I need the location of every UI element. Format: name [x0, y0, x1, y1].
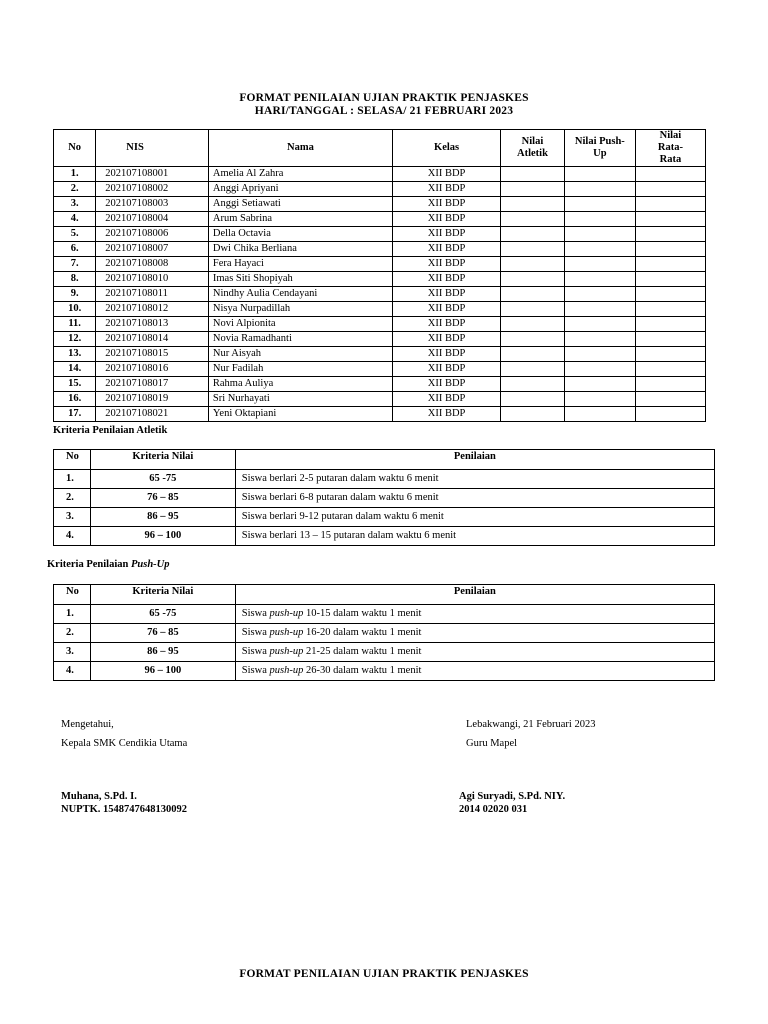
score-pushup-cell — [564, 392, 635, 407]
pushup-desc-pre: Siswa — [241, 665, 270, 676]
student-class: XII BDP — [393, 197, 501, 212]
student-nis: 202107108012 — [96, 302, 209, 317]
pushup-desc-em: push-up — [269, 608, 304, 619]
student-class: XII BDP — [393, 182, 501, 197]
student-name: Novi Alpionita — [208, 317, 392, 332]
student-no: 9. — [54, 287, 96, 302]
pushup-row — [54, 605, 715, 624]
pushup-row-nilai: 65 -75 — [90, 605, 235, 624]
pushup-desc-pre: Siswa — [241, 627, 270, 638]
score-average-cell — [635, 227, 705, 242]
score-average-cell — [635, 392, 705, 407]
column-header-nama: Nama — [208, 130, 392, 167]
student-name: Amelia Al Zahra — [208, 167, 392, 182]
atletik-row-no: 4. — [54, 527, 91, 546]
score-pushup-cell — [564, 212, 635, 227]
pushup-row-nilai: 86 – 95 — [90, 643, 235, 662]
student-nis: 202107108002 — [96, 182, 209, 197]
score-atletik-cell — [501, 197, 565, 212]
pushup-criteria-table — [53, 584, 715, 681]
student-row — [54, 257, 706, 272]
student-no: 15. — [54, 377, 96, 392]
signature-right-name: Agi Suryadi, S.Pd. NIY. — [459, 791, 566, 802]
student-class: XII BDP — [393, 407, 501, 422]
pushup-row — [54, 624, 715, 643]
score-pushup-cell — [564, 272, 635, 287]
pushup-desc-em: push-up — [269, 646, 304, 657]
table-header-row — [54, 130, 706, 167]
student-class: XII BDP — [393, 302, 501, 317]
atletik-row — [54, 470, 715, 489]
pushup-row — [54, 643, 715, 662]
student-no: 11. — [54, 317, 96, 332]
pushup-row-desc — [235, 605, 714, 624]
student-no: 1. — [54, 167, 96, 182]
pushup-desc-post: 26-30 dalam waktu 1 menit — [303, 665, 422, 676]
student-row — [54, 317, 706, 332]
student-no: 5. — [54, 227, 96, 242]
student-name: Anggi Setiawati — [208, 197, 392, 212]
student-class: XII BDP — [393, 227, 501, 242]
pushup-label-prefix: Kriteria Penilaian — [47, 559, 131, 570]
column-header-kelas: Kelas — [393, 130, 501, 167]
student-name: Nisya Nurpadillah — [208, 302, 392, 317]
student-no: 13. — [54, 347, 96, 362]
student-nis: 202107108004 — [96, 212, 209, 227]
signature-left-id: NUPTK. 1548747648130092 — [61, 804, 187, 815]
column-header-no: No — [54, 130, 96, 167]
score-pushup-cell — [564, 197, 635, 212]
student-nis: 202107108007 — [96, 242, 209, 257]
student-nis: 202107108003 — [96, 197, 209, 212]
score-pushup-cell — [564, 377, 635, 392]
score-pushup-cell — [564, 182, 635, 197]
pushup-desc-pre: Siswa — [241, 608, 270, 619]
score-average-cell — [635, 347, 705, 362]
score-pushup-cell — [564, 362, 635, 377]
atletik-criteria-label: Kriteria Penilaian Atletik — [53, 425, 168, 436]
score-pushup-cell — [564, 332, 635, 347]
student-name: Rahma Auliya — [208, 377, 392, 392]
student-no: 14. — [54, 362, 96, 377]
signature-left-name: Muhana, S.Pd. I. — [61, 791, 137, 802]
student-no: 10. — [54, 302, 96, 317]
student-class: XII BDP — [393, 272, 501, 287]
student-no: 17. — [54, 407, 96, 422]
column-header-nis: NIS — [96, 130, 209, 167]
pushup-desc-pre: Siswa — [241, 646, 270, 657]
student-row — [54, 197, 706, 212]
pushup-header-row — [54, 585, 715, 605]
signature-right-id: 2014 02020 031 — [459, 804, 528, 815]
student-nis: 202107108021 — [96, 407, 209, 422]
pushup-desc-em: push-up — [269, 665, 304, 676]
document-date-line: HARI/TANGGAL : SELASA/ 21 FEBRUARI 2023 — [254, 105, 514, 117]
student-nis: 202107108013 — [96, 317, 209, 332]
student-no: 8. — [54, 272, 96, 287]
student-no: 4. — [54, 212, 96, 227]
score-pushup-cell — [564, 227, 635, 242]
atletik-row-no: 1. — [54, 470, 91, 489]
atletik-row — [54, 508, 715, 527]
atletik-row-nilai: 86 – 95 — [90, 508, 235, 527]
student-name: Nur Aisyah — [208, 347, 392, 362]
pushup-desc-post: 10-15 dalam waktu 1 menit — [303, 608, 422, 619]
pushup-column-penilaian: Penilaian — [235, 585, 714, 605]
student-row — [54, 212, 706, 227]
pushup-row-nilai: 76 – 85 — [90, 624, 235, 643]
pushup-criteria-label — [47, 559, 170, 570]
student-row — [54, 377, 706, 392]
student-row — [54, 407, 706, 422]
student-name: Fera Hayaci — [208, 257, 392, 272]
score-atletik-cell — [501, 287, 565, 302]
score-average-cell — [635, 182, 705, 197]
pushup-row-no: 3. — [54, 643, 91, 662]
column-header-nilai-rata: Nilai Rata-Rata — [635, 130, 705, 167]
student-name: Anggi Apriyani — [208, 182, 392, 197]
student-row — [54, 392, 706, 407]
pushup-row-no: 2. — [54, 624, 91, 643]
student-row — [54, 287, 706, 302]
atletik-row — [54, 527, 715, 546]
score-atletik-cell — [501, 317, 565, 332]
pushup-desc-em: push-up — [269, 627, 304, 638]
score-atletik-cell — [501, 392, 565, 407]
score-average-cell — [635, 302, 705, 317]
pushup-desc-post: 16-20 dalam waktu 1 menit — [303, 627, 422, 638]
score-atletik-cell — [501, 167, 565, 182]
atletik-row-nilai: 76 – 85 — [90, 489, 235, 508]
score-pushup-cell — [564, 407, 635, 422]
pushup-label-italic: Push-Up — [131, 559, 170, 570]
score-atletik-cell — [501, 407, 565, 422]
footer-title: FORMAT PENILAIAN UJIAN PRAKTIK PENJASKES — [239, 968, 529, 980]
pushup-row-desc — [235, 643, 714, 662]
signature-right-line1: Lebakwangi, 21 Februari 2023 — [466, 719, 596, 730]
score-pushup-cell — [564, 257, 635, 272]
student-nis: 202107108006 — [96, 227, 209, 242]
atletik-column-no: No — [54, 450, 91, 470]
student-name: Novia Ramadhanti — [208, 332, 392, 347]
pushup-row-no: 1. — [54, 605, 91, 624]
score-average-cell — [635, 407, 705, 422]
score-average-cell — [635, 167, 705, 182]
student-row — [54, 362, 706, 377]
student-no: 7. — [54, 257, 96, 272]
student-nis: 202107108008 — [96, 257, 209, 272]
pushup-row-desc — [235, 662, 714, 681]
student-class: XII BDP — [393, 362, 501, 377]
pushup-row-no: 4. — [54, 662, 91, 681]
atletik-column-penilaian: Penilaian — [235, 450, 714, 470]
student-row — [54, 167, 706, 182]
student-class: XII BDP — [393, 392, 501, 407]
pushup-column-no: No — [54, 585, 91, 605]
score-pushup-cell — [564, 167, 635, 182]
score-atletik-cell — [501, 272, 565, 287]
student-name: Imas Siti Shopiyah — [208, 272, 392, 287]
score-pushup-cell — [564, 242, 635, 257]
student-nis: 202107108019 — [96, 392, 209, 407]
pushup-column-kriteria: Kriteria Nilai — [90, 585, 235, 605]
student-nis: 202107108010 — [96, 272, 209, 287]
atletik-row-no: 3. — [54, 508, 91, 527]
student-class: XII BDP — [393, 212, 501, 227]
score-average-cell — [635, 242, 705, 257]
student-name: Nur Fadilah — [208, 362, 392, 377]
atletik-row-desc: Siswa berlari 13 – 15 putaran dalam waktu 6 menit — [235, 527, 714, 546]
score-average-cell — [635, 212, 705, 227]
signature-left-line2: Kepala SMK Cendikia Utama — [61, 738, 188, 749]
student-name: Della Octavia — [208, 227, 392, 242]
pushup-row — [54, 662, 715, 681]
score-average-cell — [635, 197, 705, 212]
atletik-row-desc: Siswa berlari 6-8 putaran dalam waktu 6 menit — [235, 489, 714, 508]
column-header-nilai-atletik: Nilai Atletik — [501, 130, 565, 167]
score-pushup-cell — [564, 317, 635, 332]
atletik-column-kriteria: Kriteria Nilai — [90, 450, 235, 470]
student-name: Yeni Oktapiani — [208, 407, 392, 422]
student-nis: 202107108001 — [96, 167, 209, 182]
score-atletik-cell — [501, 257, 565, 272]
atletik-row-desc: Siswa berlari 9-12 putaran dalam waktu 6 menit — [235, 508, 714, 527]
student-nis: 202107108016 — [96, 362, 209, 377]
student-nis: 202107108017 — [96, 377, 209, 392]
student-name: Sri Nurhayati — [208, 392, 392, 407]
score-atletik-cell — [501, 242, 565, 257]
student-no: 16. — [54, 392, 96, 407]
student-class: XII BDP — [393, 257, 501, 272]
score-pushup-cell — [564, 287, 635, 302]
score-atletik-cell — [501, 212, 565, 227]
column-header-nilai-pushup: Nilai Push-Up — [564, 130, 635, 167]
student-class: XII BDP — [393, 347, 501, 362]
pushup-row-desc — [235, 624, 714, 643]
student-name: Dwi Chika Berliana — [208, 242, 392, 257]
student-class: XII BDP — [393, 377, 501, 392]
student-no: 2. — [54, 182, 96, 197]
student-score-table — [53, 129, 706, 422]
document-title: FORMAT PENILAIAN UJIAN PRAKTIK PENJASKES — [239, 92, 529, 104]
student-no: 3. — [54, 197, 96, 212]
score-atletik-cell — [501, 362, 565, 377]
score-atletik-cell — [501, 182, 565, 197]
signature-right-line2: Guru Mapel — [466, 738, 518, 749]
score-pushup-cell — [564, 347, 635, 362]
student-no: 6. — [54, 242, 96, 257]
score-average-cell — [635, 377, 705, 392]
student-nis: 202107108014 — [96, 332, 209, 347]
student-nis: 202107108011 — [96, 287, 209, 302]
score-atletik-cell — [501, 302, 565, 317]
score-atletik-cell — [501, 377, 565, 392]
student-row — [54, 347, 706, 362]
student-nis: 202107108015 — [96, 347, 209, 362]
student-class: XII BDP — [393, 332, 501, 347]
atletik-header-row — [54, 450, 715, 470]
atletik-criteria-table — [53, 449, 715, 546]
atletik-row-nilai: 96 – 100 — [90, 527, 235, 546]
score-average-cell — [635, 332, 705, 347]
atletik-row-no: 2. — [54, 489, 91, 508]
signature-left-line1: Mengetahui, — [61, 719, 114, 730]
student-row — [54, 332, 706, 347]
pushup-row-nilai: 96 – 100 — [90, 662, 235, 681]
score-average-cell — [635, 257, 705, 272]
student-row — [54, 242, 706, 257]
score-average-cell — [635, 272, 705, 287]
student-no: 12. — [54, 332, 96, 347]
student-row — [54, 302, 706, 317]
score-atletik-cell — [501, 347, 565, 362]
score-pushup-cell — [564, 302, 635, 317]
student-row — [54, 272, 706, 287]
student-row — [54, 182, 706, 197]
score-atletik-cell — [501, 227, 565, 242]
student-class: XII BDP — [393, 287, 501, 302]
student-name: Nindhy Aulia Cendayani — [208, 287, 392, 302]
atletik-row-desc: Siswa berlari 2-5 putaran dalam waktu 6 menit — [235, 470, 714, 489]
student-class: XII BDP — [393, 242, 501, 257]
student-class: XII BDP — [393, 317, 501, 332]
student-row — [54, 227, 706, 242]
pushup-desc-post: 21-25 dalam waktu 1 menit — [303, 646, 422, 657]
score-average-cell — [635, 362, 705, 377]
score-average-cell — [635, 317, 705, 332]
student-class: XII BDP — [393, 167, 501, 182]
atletik-row-nilai: 65 -75 — [90, 470, 235, 489]
atletik-row — [54, 489, 715, 508]
score-atletik-cell — [501, 332, 565, 347]
score-average-cell — [635, 287, 705, 302]
student-name: Arum Sabrina — [208, 212, 392, 227]
